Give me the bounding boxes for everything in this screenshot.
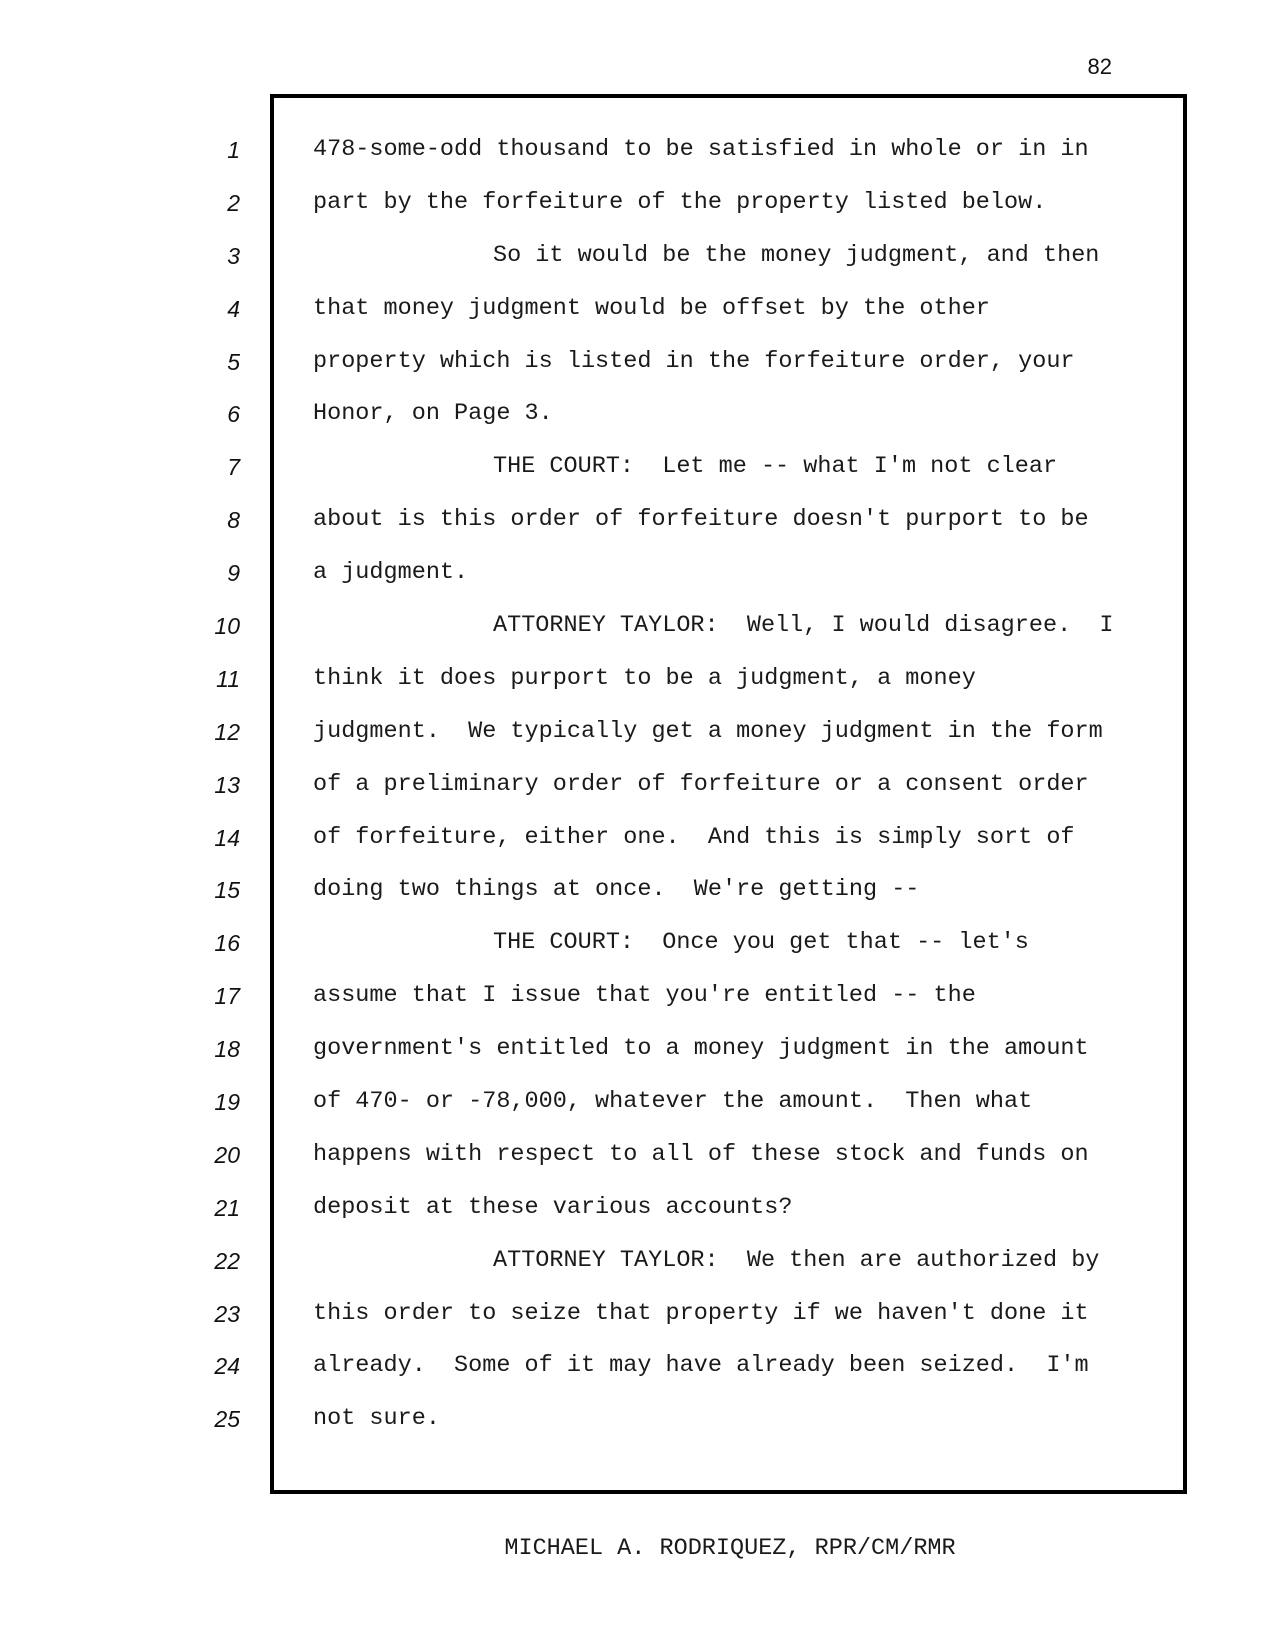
line-number: 7 [227,454,240,481]
transcript-line: property which is listed in the forfeiture order, your [313,347,1075,375]
transcript-line: doing two things at once. We're getting -- [313,876,920,904]
transcript-line: of 470- or -78,000, whatever the amount. Then what [313,1088,1033,1116]
transcript-line: Honor, on Page 3. [313,400,553,428]
line-number: 6 [227,401,240,428]
line-number: 16 [214,930,240,957]
transcript-line: of forfeiture, either one. And this is simply sort of [313,823,1075,851]
line-number: 25 [214,1406,240,1433]
reporter-footer: MICHAEL A. RODRIQUEZ, RPR/CM/RMR [504,1535,956,1562]
transcript-line: ATTORNEY TAYLOR: Well, I would disagree. I [493,612,1114,640]
transcript-line: judgment. We typically get a money judgment in the form [313,717,1103,745]
line-number: 2 [227,189,240,216]
transcript-line: deposit at these various accounts? [313,1193,793,1221]
line-number: 3 [227,242,240,269]
transcript-line: not sure. [313,1405,440,1433]
line-number: 21 [214,1194,240,1221]
transcript-line: So it would be the money judgment, and then [493,241,1100,269]
line-number: 4 [227,295,240,322]
line-number: 20 [214,1141,240,1168]
line-number: 9 [227,560,240,587]
transcript-line: THE COURT: Once you get that -- let's [493,929,1029,957]
transcript-line: 478-some-odd thousand to be satisfied in whole or in in [313,136,1089,163]
transcript-line: that money judgment would be offset by the other [313,294,990,322]
line-number: 5 [227,348,240,375]
transcript-line: THE COURT: Let me -- what I'm not clear [493,453,1058,481]
transcript-line: think it does purport to be a judgment, a money [313,664,976,692]
line-number: 17 [214,983,240,1010]
line-number: 18 [214,1036,240,1063]
line-number: 23 [214,1300,240,1327]
line-number: 22 [214,1247,240,1274]
line-number: 8 [227,507,240,534]
transcript-line: part by the forfeiture of the property listed below. [313,188,1047,216]
line-number: 13 [214,771,240,798]
transcript-line: of a preliminary order of forfeiture or a consent order [313,770,1089,798]
transcript-line: assume that I issue that you're entitled -- the [313,982,976,1010]
line-number-column [0,124,240,1446]
transcript-line: already. Some of it may have already been seized. I'm [313,1352,1089,1380]
line-number: 14 [214,824,240,851]
line-number: 15 [214,877,240,904]
transcript-line: about is this order of forfeiture doesn't purport to be [313,506,1089,534]
transcript-body [313,124,1173,1446]
transcript-line: government's entitled to a money judgment in the amount [313,1035,1089,1063]
line-number: 24 [214,1353,240,1380]
line-number: 11 [216,665,240,692]
transcript-line: ATTORNEY TAYLOR: We then are authorized by [493,1246,1100,1274]
transcript-line: a judgment. [313,559,469,587]
line-number: 12 [214,718,240,745]
transcript-line: this order to seize that property if we haven't done it [313,1299,1089,1327]
page-number: 82 [1087,54,1112,79]
transcript-line: happens with respect to all of these stock and funds on [313,1140,1089,1168]
line-number: 10 [214,613,240,640]
line-number: 1 [227,137,240,163]
line-number: 19 [214,1089,240,1116]
